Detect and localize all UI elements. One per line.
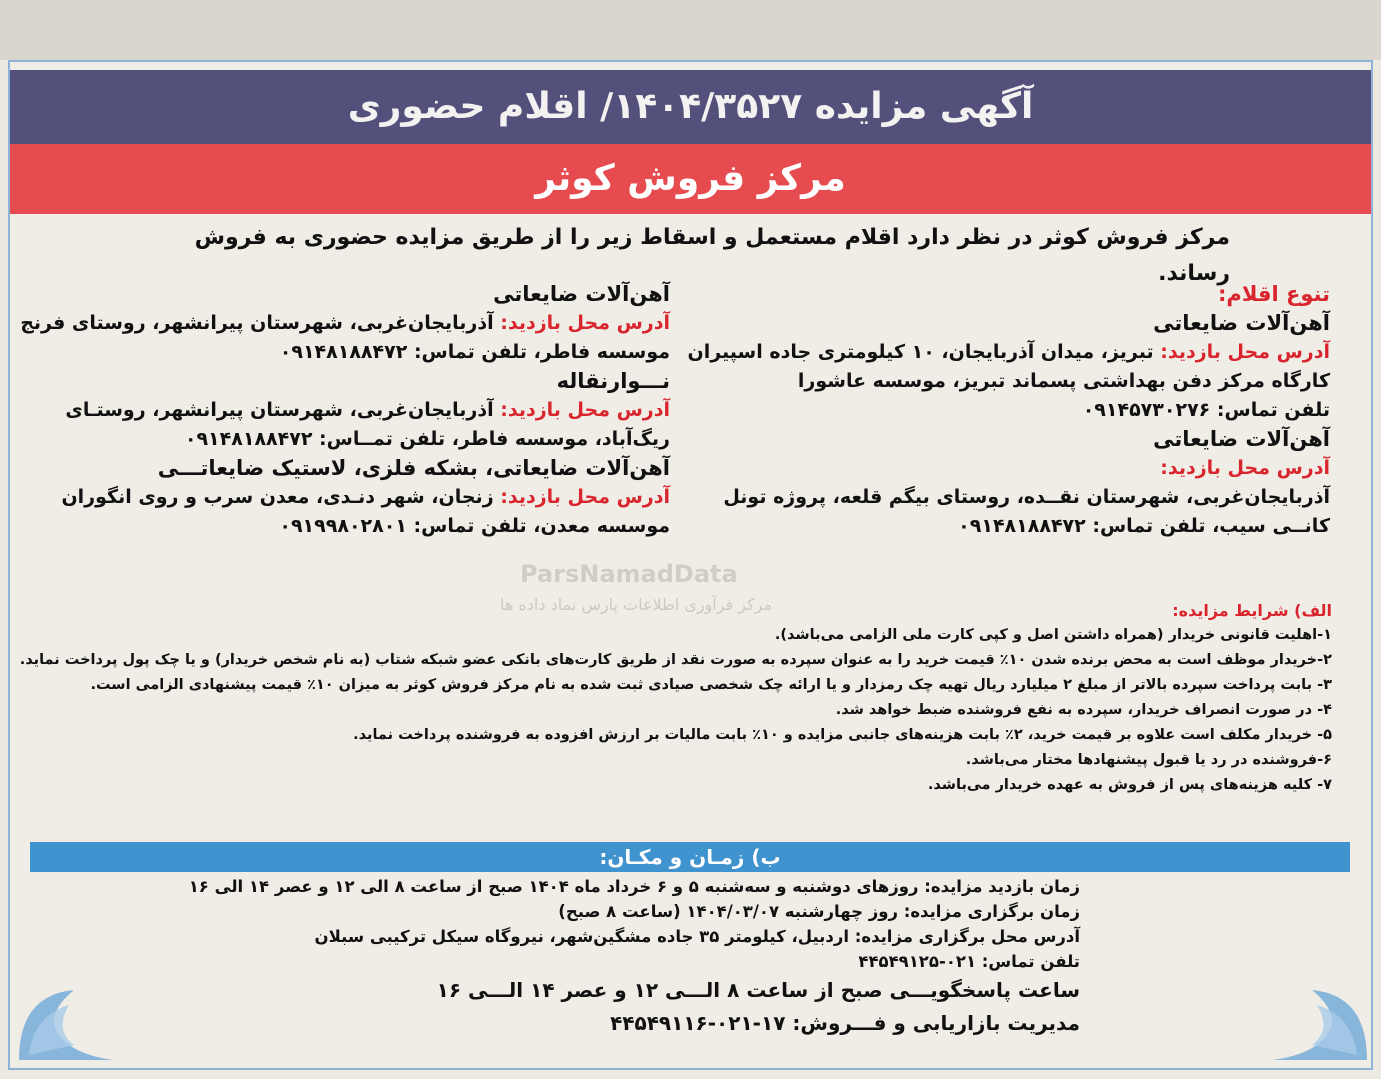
auction-conditions bbox=[19, 598, 1332, 798]
item-phone: تلفن تماس: ۰۹۱۴۵۷۳۰۲۷۶ bbox=[1082, 399, 1330, 421]
item-types-label: تنوع اقلام: bbox=[1218, 282, 1330, 306]
item-title: آهن‌آلات ضایعاتی، بشکه فلزی، لاستیک ضایعاتـــی bbox=[157, 456, 670, 480]
org-name-band bbox=[10, 144, 1371, 214]
condition-item: ۳- بابت پرداخت سپرده بالاتر از مبلغ ۲ میلیارد ریال تهیه چک رمزدار و یا ارائه چک شخصی صیادی ثبت شده به نام مرکز فروش کوثر به میزان ۱۰٪ قیمت پیشنهادی الزامی است. bbox=[90, 677, 1332, 693]
ad-title-band bbox=[10, 70, 1371, 144]
marketing-contact: مدیریت بازاریابی و فـــروش: ۱۷-۰۲۱-۴۴۵۴۹۱۱۶ bbox=[610, 1011, 1080, 1035]
item-address-cont: موسسه فاطر، تلفن تماس: ۰۹۱۴۸۱۸۸۴۷۲ bbox=[279, 341, 670, 363]
items-left-column bbox=[20, 280, 670, 541]
condition-item: ۶-فروشنده در رد یا قبول پیشنهادها مختار می‌باشد. bbox=[965, 752, 1332, 768]
auction-address: آدرس محل برگزاری مزایده: اردبیل، کیلومتر ۳۵ جاده مشگین‌شهر، نیروگاه سیکل ترکیبی سبلان bbox=[314, 927, 1080, 946]
ad-title: آگهی مزایده ۱۴۰۴/۳۵۲۷/ اقلام حضوری bbox=[347, 86, 1034, 127]
item-address-cont: ریگ‌آباد، موسسه فاطر، تلفن تمــاس: ۰۹۱۴۸۱۸۸۴۷۲ bbox=[184, 428, 670, 450]
response-hours: ساعت پاسخگویـــی صبح از ساعت ۸ الـــی ۱۲ و عصر ۱۴ الـــی ۱۶ bbox=[436, 978, 1080, 1002]
item-address: آدرس محل بازدید: آذربایجان‌غربی، شهرستان پیرانشهر، روستای فرنج bbox=[20, 312, 670, 334]
item-title: آهن‌آلات ضایعاتی bbox=[1153, 427, 1330, 451]
schedule-title: ب) زمـان و مکـان: bbox=[599, 845, 781, 869]
intro-text: مرکز فروش کوثر در نظر دارد اقلام مستعمل و اسقاط زیر را از طریق مزایده حضوری به فروش رساند. bbox=[194, 225, 1230, 286]
item-address: آدرس محل بازدید: تبریز، میدان آذربایجان، ۱۰ کیلومتری جاده اسپیران bbox=[687, 341, 1330, 363]
condition-item: ۱-اهلیت قانونی خریدار (همراه داشتن اصل و کپی کارت ملی الزامی می‌باشد). bbox=[774, 627, 1332, 643]
address-label: آدرس محل بازدید: bbox=[500, 399, 670, 421]
corner-ornament-right-icon bbox=[1262, 975, 1372, 1065]
item-title: آهن‌آلات ضایعاتی bbox=[493, 282, 670, 306]
corner-ornament-left-icon bbox=[14, 975, 124, 1065]
org-name: مرکز فروش کوثر bbox=[535, 158, 846, 199]
items-right-column bbox=[687, 280, 1330, 541]
address-label: آدرس محل بازدید: bbox=[1160, 341, 1330, 363]
item-address: آدرس محل بازدید: آذربایجان‌غربی، شهرستان پیرانشهر، روستـای bbox=[65, 399, 670, 421]
address-label: آدرس محل بازدید: bbox=[1160, 457, 1330, 479]
visit-time: زمان بازدید مزایده: روزهای دوشنبه و سه‌شنبه ۵ و ۶ خرداد ماه ۱۴۰۴ صبح از ساعت ۸ الی ۱۲ و عصر ۱۴ الی ۱۶ bbox=[188, 877, 1080, 896]
item-title: نـــوارنقاله bbox=[556, 369, 670, 393]
previous-page-strip bbox=[0, 0, 1381, 60]
address-label: آدرس محل بازدید: bbox=[500, 486, 670, 508]
condition-item: ۴- در صورت انصراف خریدار، سپرده به نفع فروشنده ضبط خواهد شد. bbox=[835, 702, 1332, 718]
condition-item: ۷- کلیه هزینه‌های پس از فروش به عهده خریدار می‌باشد. bbox=[927, 777, 1332, 793]
item-address: آذربایجان‌غربی، شهرستان نقــده، روستای بیگم قلعه، پروژه تونل bbox=[723, 486, 1330, 508]
conditions-title: الف) شرایط مزایده: bbox=[1172, 601, 1332, 620]
schedule-band bbox=[30, 842, 1350, 872]
auction-time: زمان برگزاری مزایده: روز چهارشنبه ۱۴۰۴/۰۳/۰۷ (ساعت ۸ صبح) bbox=[558, 902, 1080, 921]
item-address-cont: موسسه معدن، تلفن تماس: ۰۹۱۹۹۸۰۲۸۰۱ bbox=[279, 515, 670, 537]
condition-item: ۲-خریدار موظف است به محض برنده شدن ۱۰٪ قیمت خرید را به عنوان سپرده به صورت نقد از طریق کارت‌های بانکی عضو شبکه شتاب (به نام شخص خریدار) و یا چک پول پرداخت نماید. bbox=[19, 652, 1332, 668]
address-label: آدرس محل بازدید: bbox=[500, 312, 670, 334]
item-address-cont: کارگاه مرکز دفن بهداشتی پسماند تبریز، موسسه عاشورا bbox=[797, 370, 1330, 392]
watermark-tagline: مرکز فرآوری اطلاعات پارس نماد داده ها bbox=[500, 595, 773, 614]
condition-item: ۵- خریدار مکلف است علاوه بر قیمت خرید، ۲٪ بابت هزینه‌های جانبی مزایده و ۱۰٪ بابت مالیات بر ارزش افزوده به فروشنده پرداخت نماید. bbox=[353, 727, 1332, 743]
item-title: آهن‌آلات ضایعاتی bbox=[1153, 311, 1330, 335]
watermark-brand: ParsNamadData bbox=[520, 560, 738, 588]
auction-phone: تلفن تماس: ۰۲۱-۴۴۵۴۹۱۲۵ bbox=[858, 952, 1080, 971]
item-address: آدرس محل بازدید: زنجان، شهر دنـدی، معدن سرب و روی انگوران bbox=[61, 486, 670, 508]
schedule-details bbox=[188, 874, 1080, 1040]
item-address-cont: کانــی سیب، تلفن تماس: ۰۹۱۴۸۱۸۸۴۷۲ bbox=[958, 515, 1330, 537]
